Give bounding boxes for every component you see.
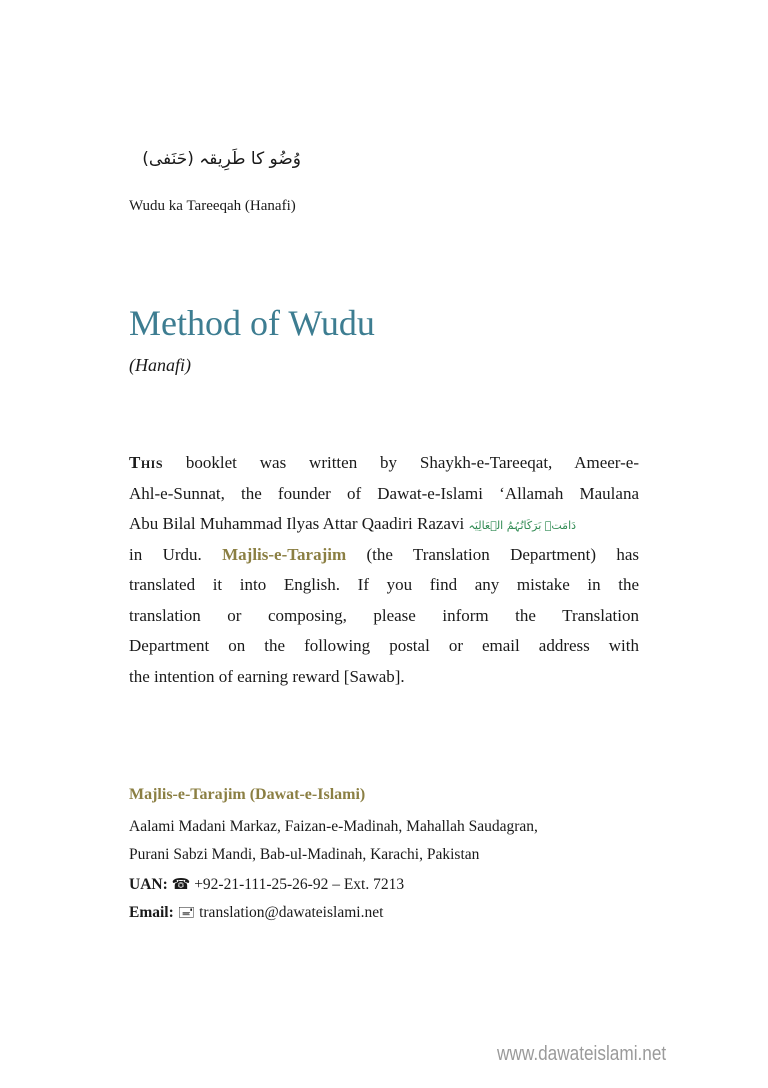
contact-block bbox=[129, 781, 649, 927]
website-watermark: www.dawateislami.net bbox=[497, 1043, 667, 1065]
intro-text: in Urdu. bbox=[129, 544, 202, 564]
urdu-title: وُضُو کا طَرِیقہ (حَنَفی) bbox=[142, 149, 301, 169]
honorific-arabic: دَامَتۡ بَرَکَاتُہُمُ الۡعَالِیَہ bbox=[468, 519, 577, 532]
author-name: Abu Bilal Muhammad Ilyas Attar Qaadiri Razavi bbox=[129, 514, 465, 533]
address-line-2: Purani Sabzi Mandi, Bab-ul-Madinah, Karachi, Pakistan bbox=[129, 846, 480, 863]
phone-icon: ☎ bbox=[171, 874, 191, 893]
email-value: translation@dawateislami.net bbox=[199, 904, 384, 921]
transliterated-title: Wudu ka Tareeqah (Hanafi) bbox=[129, 198, 296, 214]
document-page bbox=[129, 0, 639, 1088]
uan-line bbox=[129, 870, 649, 899]
page-subtitle: (Hanafi) bbox=[129, 355, 191, 375]
intro-line-3 bbox=[129, 509, 639, 540]
page-title: Method of Wudu bbox=[129, 303, 375, 343]
intro-text: (the Translation Department) has bbox=[366, 544, 640, 564]
department-name: Majlis-e-Tarajim bbox=[222, 544, 347, 564]
intro-text: booklet was written by Shaykh-e-Tareeqat, Ameer-e- bbox=[185, 453, 639, 472]
intro-paragraph bbox=[129, 448, 639, 692]
email-line bbox=[129, 898, 649, 927]
organization-name: Majlis-e-Tarajim (Dawat-e-Islami) bbox=[129, 786, 366, 803]
intro-line-4 bbox=[129, 540, 639, 571]
intro-line-2: Ahl-e-Sunnat, the founder of Dawat-e-Islami ‘Allamah Maulana bbox=[129, 483, 639, 503]
intro-line-7: Department on the following postal or email address with bbox=[129, 636, 639, 655]
uan-label: UAN: bbox=[129, 875, 168, 893]
lead-word: This bbox=[129, 453, 164, 472]
envelope-icon: 🖃 bbox=[177, 903, 196, 921]
intro-line-1 bbox=[129, 448, 639, 479]
intro-line-8: the intention of earning reward [Sawab]. bbox=[129, 666, 405, 686]
intro-line-6: translation or composing, please inform the Translation bbox=[129, 605, 639, 625]
email-label: Email: bbox=[129, 904, 174, 921]
intro-line-5: translated it into English. If you find any mistake in the bbox=[129, 575, 639, 594]
uan-value: +92-21-111-25-26-92 – Ext. 7213 bbox=[194, 875, 405, 893]
address-line-1: Aalami Madani Markaz, Faizan-e-Madinah, Mahallah Saudagran, bbox=[129, 817, 538, 835]
